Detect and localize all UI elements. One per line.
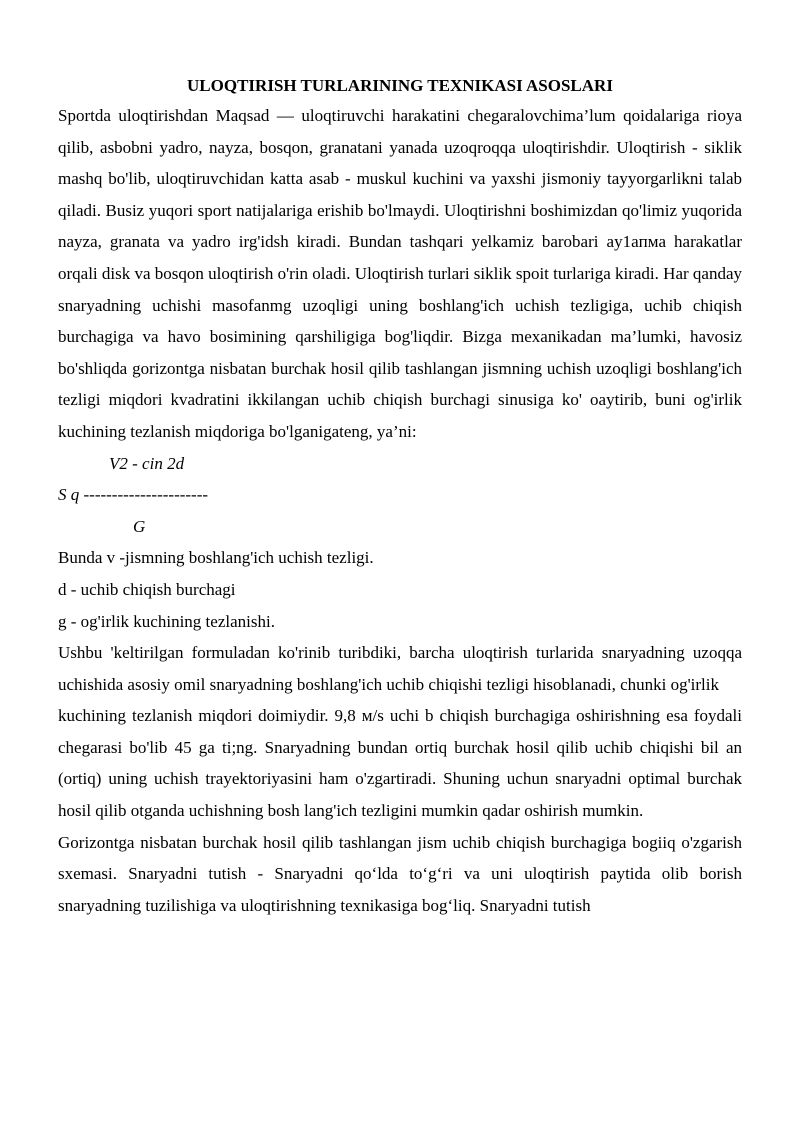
formula-denominator: G bbox=[133, 516, 146, 536]
document-page bbox=[58, 76, 742, 921]
paragraph-holding: Gorizontga nisbatan burchak hosil qilib tashlangan jism uchib chiqish burchagiga bogiiq o'zgarish sxemasi. Snaryadni tutish - Snaryadni qo‘lda to‘g‘ri va uni uloqtirish paytida olib borish snaryadning tuzilishiga va uloqtirishning texnikasiga bog‘liq. Snaryadni tutish bbox=[58, 832, 742, 915]
paragraph-gravity: kuchining tezlanish miqdori doimiydir. 9,8 м/s uchi b chiqish burchagiga oshirishning esa foydali chegarasi bo'lib 45 ga ti;ng. Snaryadning bundan ortiq burchak hosil qilib uchib chiqishi bil an (ortiq) uning uchish trayektoriyasini ham o'zgartiradi. Shuning uchun snaryadni optimal burchak hosil qilib otganda uchishning bosh lang'ich tezligini mumkin qadar oshirish mumkin. bbox=[58, 706, 742, 821]
formula-numerator: V2 - cin 2d bbox=[109, 453, 185, 473]
formula-fraction-line: S q ---------------------- bbox=[58, 485, 209, 505]
definition-v: Bunda v -jismning boshlang'ich uchish tezligi. bbox=[58, 548, 374, 568]
definition-g: g - og'irlik kuchining tezlanishi. bbox=[58, 611, 275, 631]
document-title: ULOQTIRISH TURLARINING TEXNIKASI ASOSLARI bbox=[187, 76, 613, 95]
paragraph-formula-explanation: Ushbu 'keltirilgan formuladan ko'rinib turibdiki, barcha uloqtirish turlarida snaryadning uzoqqa uchishida asosiy omil snaryadning boshlang'ich uchib chiqishi tezligi hisoblanadi, chunki og'irlik bbox=[58, 643, 742, 694]
paragraph-intro: Sportda uloqtirishdan Maqsad — uloqtiruvchi harakatini chegaralovchima’lum qoidalariga rioya qilib, asbobni yadro, nayza, bosqon, granatani yanada uzoqroqqa uloqtirishdir. Uloqtirish - siklik mashq bo'lib, uloqtiruvchidan katta asab - muskul kuchini va yaxshi jismoniy tayyorgarlikni talab qiladi. Busiz yuqori sport natijalariga erishib bo'lmaydi. Uloqtirishni boshimizdan qo'limiz yuqorida nayza, granata va yadro irg'idsh kiradi. Bundan tashqari yelkamiz barobari ay1aпмa harakatlar orqali disk va bosqon uloqtirish o'rin oladi. Uloqtirish turlari siklik spoit turlariga kiradi. Har qanday snaryadning uchishi masofanmg uzoqligi uning boshlang'ich uchish tezligiga, uchib chiqish burchagiga va havo bosimining qarshiligiga bog'liqdir. Bizga mexanikadan ma’lumki, havosiz bo'shliqda gorizontga nisbatan burchak hosil qilib tashlangan jismning uchish uzoqligi boshlang'ich tezligi miqdori kvadratini ikkilangan uchib chiqish burchagi sinusiga ko' oaytirib, buni og'irlik kuchining tezlanish miqdoriga bo'lganigateng, ya’ni: bbox=[58, 106, 742, 441]
definition-d: d - uchib chiqish burchagi bbox=[58, 579, 236, 599]
